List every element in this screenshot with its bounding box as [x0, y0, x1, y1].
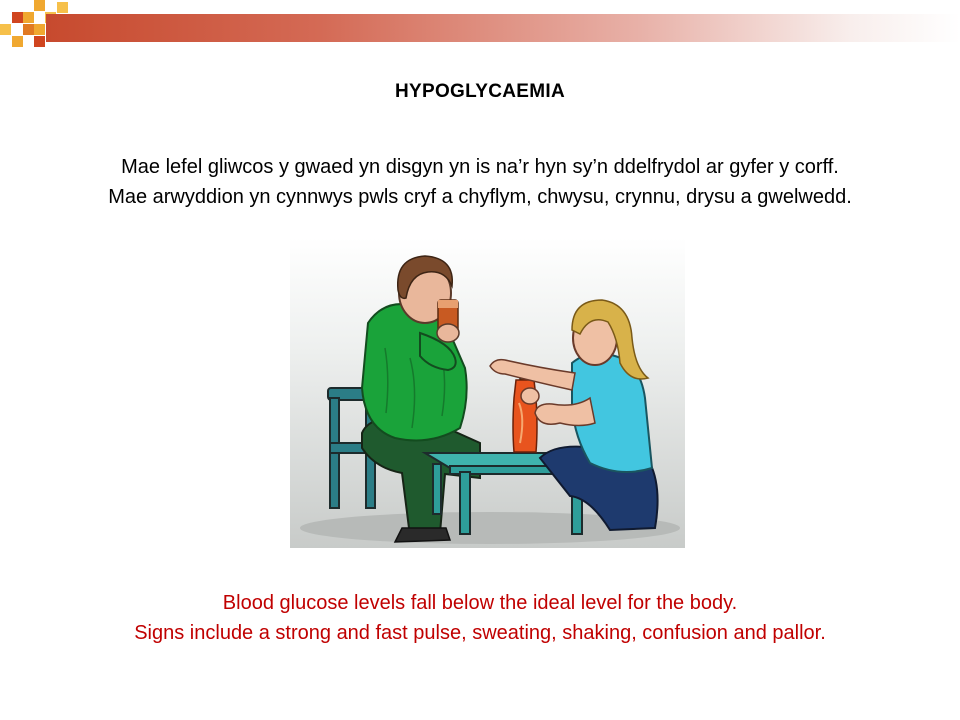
header-gradient-bar — [46, 14, 960, 42]
english-line-2: Signs include a strong and fast pulse, sweating, shaking, confusion and pallor. — [134, 622, 826, 644]
welsh-line-2: Mae arwyddion yn cynnwys pwls cryf a chyflym, chwysu, crynnu, drysu a gwelwedd. — [108, 186, 852, 208]
slide-title: HYPOGLYCAEMIA — [394, 81, 565, 102]
english-line-1: Blood glucose levels fall below the ideal level for the body. — [222, 592, 738, 614]
welsh-text — [0, 152, 960, 212]
english-text — [0, 588, 960, 648]
two-women-drink-illustration — [290, 238, 685, 548]
welsh-line-1: Mae lefel gliwcos y gwaed yn disgyn yn is na’r hyn sy’n ddelfrydol ar gyfer y corff. — [121, 156, 839, 178]
